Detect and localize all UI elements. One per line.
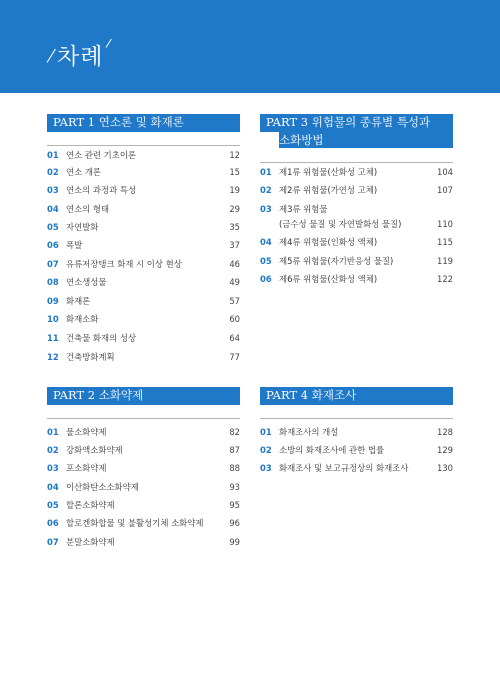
toc-item[interactable] — [47, 461, 240, 476]
part-3-title-line-1: PART 3 위험물의 종류별 특성과 — [266, 115, 431, 129]
toc-item-page: 49 — [229, 277, 240, 287]
divider — [260, 418, 453, 419]
toc-item-label: 화재조사 및 보고규정상의 화재조사 — [279, 463, 409, 473]
toc-item[interactable] — [260, 272, 453, 287]
toc-item-page: 64 — [229, 333, 240, 343]
toc-item-page: 129 — [437, 445, 453, 455]
toc-item-page: 88 — [229, 463, 240, 473]
toc-item[interactable] — [260, 235, 453, 250]
toc-item-label: 화재소화 — [66, 314, 99, 324]
toc-item-label: 연소의 형태 — [66, 204, 110, 214]
toc-item-number: 11 — [47, 333, 59, 343]
toc-item-label: 연소생성물 — [66, 277, 107, 287]
toc-item-number: 05 — [47, 222, 59, 232]
toc-item-number: 02 — [47, 167, 59, 177]
toc-item-page: 77 — [229, 352, 240, 362]
toc-item-number: 01 — [47, 150, 59, 160]
toc-item-number: 03 — [47, 185, 59, 195]
toc-item-number: 02 — [260, 185, 272, 195]
chapter-header-band — [0, 0, 500, 93]
decorative-slash — [106, 39, 112, 48]
part-3-title-line-2: 소화방법 — [279, 133, 324, 147]
toc-item[interactable] — [47, 294, 240, 309]
toc-item[interactable] — [260, 425, 453, 440]
toc-item-label: 연소 관련 기초이론 — [66, 150, 137, 160]
toc-item-label: 연소 개론 — [66, 167, 102, 177]
toc-item[interactable] — [47, 220, 240, 235]
toc-item-number: 05 — [47, 500, 59, 510]
toc-item[interactable] — [47, 443, 240, 458]
toc-item[interactable] — [47, 480, 240, 495]
toc-item[interactable] — [47, 238, 240, 253]
toc-item-label: 화재론 — [66, 296, 91, 306]
toc-item-label: 할론소화약제 — [66, 500, 115, 510]
toc-item-page: 130 — [437, 463, 453, 473]
toc-item-label: 제6류 위험물(산화성 액체) — [279, 274, 378, 284]
toc-item-number: 07 — [47, 259, 59, 269]
toc-item-page: 37 — [229, 240, 240, 250]
toc-item-number: 03 — [260, 204, 272, 214]
toc-item[interactable] — [47, 165, 240, 180]
toc-item-number: 06 — [47, 518, 59, 528]
toc-item-label: 자연발화 — [66, 222, 99, 232]
toc-item-label: 연소의 과정과 특성 — [66, 185, 137, 195]
toc-item-label: 폭발 — [66, 240, 83, 250]
toc-item-page: 107 — [437, 185, 453, 195]
divider — [47, 418, 240, 419]
toc-item-page: 19 — [229, 185, 240, 195]
toc-item-label: 제2류 위험물(가연성 고체) — [279, 185, 378, 195]
toc-item-page: 96 — [229, 518, 240, 528]
toc-item[interactable] — [47, 148, 240, 163]
toc-item-page: 122 — [437, 274, 453, 284]
toc-item-page: 60 — [229, 314, 240, 324]
toc-item-page: 15 — [229, 167, 240, 177]
toc-item-label: 제5류 위험물(자기반응성 물질) — [279, 256, 394, 266]
toc-item[interactable] — [260, 443, 453, 458]
toc-item-number: 01 — [47, 427, 59, 437]
toc-item-number: 04 — [260, 237, 272, 247]
part-1-title: PART 1 연소론 및 화재론 — [53, 115, 184, 129]
toc-item[interactable] — [47, 331, 240, 346]
toc-item-page: 119 — [437, 256, 453, 266]
toc-item[interactable] — [47, 425, 240, 440]
toc-item-number: 02 — [47, 445, 59, 455]
toc-item-number: 04 — [47, 482, 59, 492]
toc-item[interactable] — [47, 275, 240, 290]
toc-item[interactable] — [47, 516, 240, 531]
toc-item-page: 93 — [229, 482, 240, 492]
toc-item-page: 128 — [437, 427, 453, 437]
toc-item-page: 12 — [229, 150, 240, 160]
toc-item-label: 물소화약제 — [66, 427, 107, 437]
toc-item-number: 03 — [260, 463, 272, 473]
toc-item-page: 115 — [437, 237, 453, 247]
toc-item-page: 110 — [437, 219, 453, 229]
part-4-title: PART 4 화재조사 — [266, 388, 357, 402]
toc-item-label: 제4류 위험물(인화성 액체) — [279, 237, 378, 247]
toc-item-page: 104 — [437, 167, 453, 177]
toc-item[interactable] — [260, 165, 453, 180]
toc-item-page: 99 — [229, 537, 240, 547]
toc-item-label: 건축방화계획 — [66, 352, 115, 362]
toc-item-page: 35 — [229, 222, 240, 232]
toc-item-continued[interactable] — [260, 217, 453, 232]
toc-item-number: 01 — [260, 167, 272, 177]
toc-item-label: 강화액소화약제 — [66, 445, 123, 455]
toc-item[interactable] — [260, 183, 453, 198]
toc-item-page: 46 — [229, 259, 240, 269]
toc-item-number: 02 — [260, 445, 272, 455]
toc-item-page: 29 — [229, 204, 240, 214]
toc-item-number: 06 — [47, 240, 59, 250]
toc-item-label: 포소화약제 — [66, 463, 107, 473]
toc-item-label: 유류저장탱크 화재 시 이상 현상 — [66, 259, 182, 269]
divider — [47, 145, 240, 146]
toc-item-label: 이산화탄소소화약제 — [66, 482, 139, 492]
toc-item-label: 제3류 위험물 — [279, 204, 328, 214]
toc-item[interactable] — [260, 202, 453, 217]
toc-item-page: 82 — [229, 427, 240, 437]
toc-item-number: 07 — [47, 537, 59, 547]
toc-item[interactable] — [47, 202, 240, 217]
part-2-header — [47, 387, 240, 405]
toc-item-label: 화재조사의 개설 — [279, 427, 339, 437]
toc-item-label: 제1류 위험물(산화성 고체) — [279, 167, 378, 177]
part-1-header — [47, 114, 240, 132]
toc-item[interactable] — [47, 498, 240, 513]
divider — [260, 162, 453, 163]
toc-item-number: 03 — [47, 463, 59, 473]
toc-item-page: 95 — [229, 500, 240, 510]
toc-item-number: 10 — [47, 314, 59, 324]
toc-item[interactable] — [47, 183, 240, 198]
toc-item-number: 09 — [47, 296, 59, 306]
decorative-slash — [47, 49, 56, 63]
part-3-header-continued — [279, 132, 453, 148]
toc-item-label: 건축물 화재의 성상 — [66, 333, 137, 343]
toc-item-number: 01 — [260, 427, 272, 437]
toc-item-label: 소방의 화재조사에 관한 법률 — [279, 445, 385, 455]
toc-item[interactable] — [47, 535, 240, 550]
toc-item[interactable] — [47, 350, 240, 365]
toc-item-number: 08 — [47, 277, 59, 287]
toc-item[interactable] — [260, 461, 453, 476]
part-2-title: PART 2 소화약제 — [53, 388, 144, 402]
toc-item[interactable] — [260, 254, 453, 269]
page-title: 차례 — [57, 44, 104, 70]
toc-item-number: 04 — [47, 204, 59, 214]
toc-item-page: 57 — [229, 296, 240, 306]
toc-item[interactable] — [47, 257, 240, 272]
toc-item-label: 분말소화약제 — [66, 537, 115, 547]
toc-item-number: 05 — [260, 256, 272, 266]
toc-item[interactable] — [47, 312, 240, 327]
toc-item-label: 할로겐화합물 및 불활성기체 소화약제 — [66, 518, 204, 528]
toc-item-number: 12 — [47, 352, 59, 362]
toc-item-number: 06 — [260, 274, 272, 284]
part-4-header — [260, 387, 453, 405]
toc-item-label-continued: (금수성 물질 및 자연발화성 물질) — [279, 219, 402, 229]
toc-item-page: 87 — [229, 445, 240, 455]
part-3-header — [260, 114, 453, 132]
